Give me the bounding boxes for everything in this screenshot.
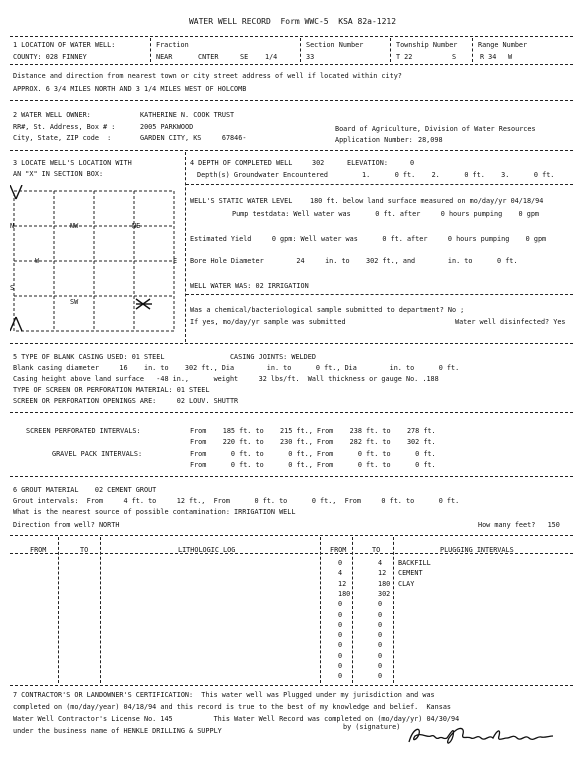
log-row-to: 180 — [378, 578, 391, 588]
screen-intervals-label: SCREEN PERFORATED INTERVALS: — [26, 426, 141, 435]
casing-type: 5 TYPE OF BLANK CASING USED: 01 STEEL CASING JOINTS: WELDED — [13, 352, 316, 361]
log-row-to: 0 — [378, 630, 383, 640]
log-row-from: 0 — [338, 619, 343, 629]
divider — [10, 64, 573, 65]
log-row-to: 0 — [378, 599, 383, 609]
log-row-from: 0 — [338, 650, 343, 660]
section-box-diagram — [10, 185, 185, 345]
township-number-value: T 22 — [396, 52, 413, 61]
screen-interval-row-2: From 220 ft. to 230 ft., From 282 ft. to 302 ft. — [190, 437, 436, 446]
log-row-to: 12 — [378, 568, 387, 578]
fraction-4: 1/4 — [265, 52, 278, 61]
application-label: Application Number: — [335, 135, 413, 144]
south-mark: S — [10, 283, 15, 292]
log-row-from: 0 — [338, 609, 343, 619]
log-row-from: 0 — [338, 661, 343, 670]
log-row-to: 0 — [378, 619, 383, 629]
bore-hole-diameter: Bore Hole Diameter 24 in. to 302 ft., and in. to 0 ft. — [190, 256, 518, 265]
certification-line-3: Water Well Contractor's License No. 145 This Water Well Record was completed on (mo/day/yr) 04/30/94 — [13, 714, 460, 723]
log-row-to: 0 — [378, 609, 383, 619]
divider — [10, 36, 573, 37]
chem-sample-question: Was a chemical/bacteriological sample submitted to department? No ; — [190, 305, 465, 314]
log-row-from: 0 — [338, 558, 343, 567]
divider — [10, 476, 573, 477]
log-row-from: 0 — [338, 630, 343, 640]
township-number-label: Township Number — [396, 40, 458, 49]
log-row-to: 302 — [378, 588, 391, 598]
fraction-1: NEAR — [156, 52, 173, 61]
divider — [10, 100, 573, 101]
owner-value: KATHERINE N. COOK TRUST — [140, 110, 235, 119]
log-row-to: 0 — [378, 640, 383, 650]
distance-answer: APPROX. 6 3/4 MILES NORTH AND 3 1/4 MILES WEST OF HOLCOMB — [13, 84, 247, 93]
log-row-from: 0 — [338, 671, 343, 681]
range-number-value: R 34 — [480, 52, 497, 61]
log-row-to: 0 — [378, 671, 383, 681]
divider — [10, 553, 573, 554]
groundwater-label: Depth(s) Groundwater Encountered — [197, 170, 328, 179]
log-row-from: 12 — [338, 578, 347, 588]
log-row-to: 0 — [378, 650, 383, 660]
north-mark: N — [10, 221, 15, 230]
fraction-3: SE — [240, 52, 249, 61]
signature-label: by (signature) — [343, 722, 401, 731]
screen-openings: SCREEN OR PERFORATION OPENINGS ARE: 02 LOUV. SHUTTR — [13, 396, 239, 405]
divider — [186, 294, 573, 295]
signature — [405, 722, 555, 748]
township-direction: S — [452, 52, 457, 61]
depth-value: 302 — [312, 158, 325, 167]
plugging-intervals-header: PLUGGING INTERVALS — [440, 545, 514, 554]
quadrant-nw: NW — [70, 221, 79, 230]
log-row-from: 4 — [338, 568, 343, 578]
lithologic-log-header: LITHOLOGIC LOG — [178, 545, 236, 554]
screen-material: TYPE OF SCREEN OR PERFORATION MATERIAL: 01 STEEL — [13, 385, 210, 394]
well-water-use: WELL WATER WAS: 02 IRRIGATION — [190, 281, 309, 290]
gravel-pack-row-1: From 0 ft. to 0 ft., From 0 ft. to 0 ft. — [190, 449, 436, 458]
log-row-description: CLAY — [398, 578, 415, 588]
divider — [10, 150, 573, 151]
locate-well-title: 3 LOCATE WELL'S LOCATION WITH — [13, 158, 132, 167]
log-row-from: 180 — [338, 588, 351, 598]
log-row-description: CEMENT — [398, 568, 423, 578]
log-row-to: 0 — [378, 661, 383, 670]
board-text: Board of Agriculture, Division of Water Resources — [335, 124, 536, 133]
elevation-label: ELEVATION: — [347, 158, 388, 167]
static-level-label: WELL'S STATIC WATER LEVEL — [190, 196, 293, 205]
range-number-label: Range Number — [478, 40, 528, 49]
business-name: under the business name of HENKLE DRILLING & SUPPLY — [13, 726, 222, 735]
gravel-pack-row-2: From 0 ft. to 0 ft., From 0 ft. to 0 ft. — [190, 460, 436, 469]
divider — [58, 537, 59, 683]
divider — [300, 38, 301, 62]
log-row-from: 0 — [338, 640, 343, 650]
log-from-header: FROM — [30, 545, 47, 554]
west-mark: W — [35, 256, 40, 265]
pump-test-data: Pump testdata: Well water was 0 ft. after 0 hours pumping 0 gpm — [232, 209, 540, 218]
divider — [185, 152, 186, 342]
section-number-label: Section Number — [306, 40, 364, 49]
quadrant-ne: NE — [132, 221, 141, 230]
quadrant-sw: SW — [70, 297, 79, 306]
application-value: 28,098 — [418, 135, 443, 144]
chem-sample-date: If yes, mo/day/yr sample was submitted — [190, 317, 346, 326]
locate-well-subtitle: AN "X" IN SECTION BOX: — [13, 169, 104, 178]
range-direction: W — [508, 52, 513, 61]
certification-line-1: 7 CONTRACTOR'S OR LANDOWNER'S CERTIFICATION: This water well was Plugged under my jurisdiction and was — [13, 690, 435, 699]
divider — [472, 38, 473, 62]
log-to-header: TO — [80, 545, 89, 554]
how-many-feet: How many feet? 150 — [478, 520, 560, 529]
divider — [10, 685, 573, 686]
contamination-source: What is the nearest source of possible contamination: IRRIGATION WELL — [13, 507, 296, 516]
gravel-pack-label: GRAVEL PACK INTERVALS: — [52, 449, 143, 458]
disinfected-question: Water well disinfected? Yes — [455, 317, 566, 326]
city-value: GARDEN CITY, KS 67846- — [140, 133, 247, 142]
casing-height: Casing height above land surface -48 in., weight 32 lbs/ft. Wall thickness or gauge No. .188 — [13, 374, 439, 383]
divider — [150, 38, 151, 62]
address-value: 2005 PARKWOOD — [140, 122, 194, 131]
static-level-value: 180 ft. below land surface measured on mo/day/yr 04/18/94 — [310, 196, 544, 205]
direction-from-well: Direction from well? NORTH — [13, 520, 120, 529]
plug-from-header: FROM — [330, 545, 347, 554]
grout-material: 6 GROUT MATERIAL 02 CEMENT GROUT — [13, 485, 157, 494]
divider — [10, 343, 573, 344]
log-row-to: 4 — [378, 558, 383, 567]
estimated-yield: Estimated Yield 0 gpm: Well water was 0 ft. after 0 hours pumping 0 gpm — [190, 234, 547, 243]
divider — [10, 412, 573, 413]
grout-intervals: Grout intervals: From 4 ft. to 12 ft., From 0 ft. to 0 ft., From 0 ft. to 0 ft. — [13, 496, 460, 505]
divider — [186, 184, 573, 185]
groundwater-values: 1. 0 ft. 2. 0 ft. 3. 0 ft. — [362, 170, 555, 179]
depth-label: 4 DEPTH OF COMPLETED WELL — [190, 158, 293, 167]
divider — [393, 537, 394, 683]
distance-question: Distance and direction from nearest town or city street address of well if located within city? — [13, 71, 402, 80]
address-label: RR#, St. Address, Box # : — [13, 122, 116, 131]
blank-casing-diameter: Blank casing diameter 16 in. to 302 ft., Dia in. to 0 ft., Dia in. to 0 ft. — [13, 363, 460, 372]
certification-line-2: completed on (mo/day/year) 04/18/94 and this record is true to the best of my knowledge and belief. Kansas — [13, 702, 452, 711]
fraction-label: Fraction — [156, 40, 189, 49]
divider — [390, 38, 391, 62]
log-row-description: BACKFILL — [398, 558, 431, 567]
divider — [100, 537, 101, 683]
east-mark: E — [173, 256, 178, 265]
owner-label: 2 WATER WELL OWNER: — [13, 110, 91, 119]
county-value: COUNTY: 028 FINNEY — [13, 52, 87, 61]
location-label: 1 LOCATION OF WATER WELL: — [13, 40, 116, 49]
plug-to-header: TO — [372, 545, 381, 554]
elevation-value: 0 — [410, 158, 415, 167]
log-row-from: 0 — [338, 599, 343, 609]
divider — [10, 535, 573, 536]
city-label: City, State, ZIP code : — [13, 133, 112, 142]
screen-interval-row-1: From 185 ft. to 215 ft., From 238 ft. to 278 ft. — [190, 426, 436, 435]
form-title: WATER WELL RECORD Form WWC-5 KSA 82a-1212 — [188, 17, 397, 26]
divider — [352, 537, 353, 683]
fraction-2: CNTER — [198, 52, 219, 61]
divider — [320, 537, 321, 683]
section-number-value: 33 — [306, 52, 315, 61]
